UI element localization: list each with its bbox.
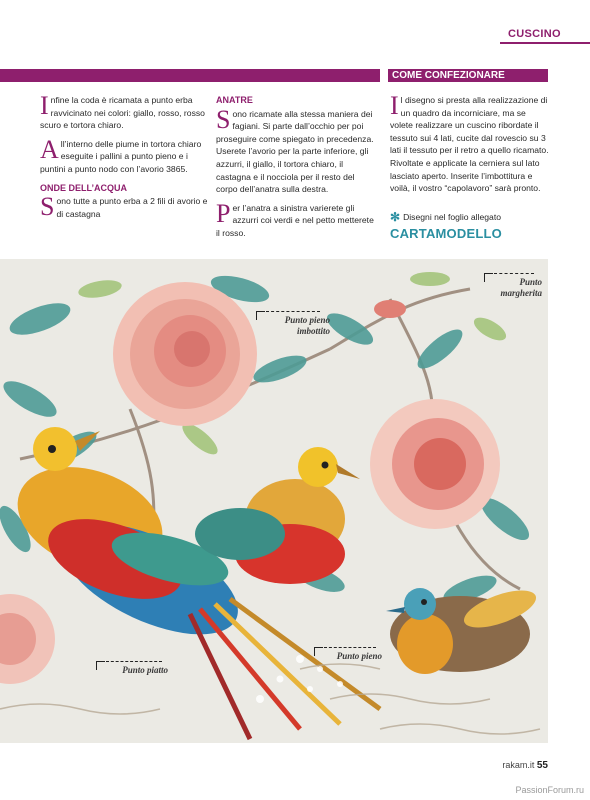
paragraph-text: l disegno si presta alla realizzazione di un quadro da incorniciare, ma se volete realizzare un cuscino ribordate il tessuto sui 4 lati, cucite dal rovescio su 3 lati il tessuto per il retro a quello ricamato. Rivoltate e applicate la cerniera sul lato lasciato aperto. Inserite l’imbottitura e voilà, il vostro “capolavoro” sarà pronto. [390, 95, 549, 194]
paragraph-text: er l’anatra a sinistra varierete gli azzurri coi verdi e nel petto metterete il rosso. [216, 202, 374, 238]
sidebar-title: COME CONFEZIONARE [392, 70, 505, 81]
watermark: PassionForum.ru [515, 785, 584, 795]
text-column-1 [40, 91, 208, 226]
paragraph [40, 192, 208, 222]
pattern-note-text: Disegni nel foglio allegato [403, 212, 502, 222]
page-footer [502, 760, 548, 771]
section-tag: CUSCINO [508, 28, 561, 40]
subheading: ONDE DELL’ACQUA [40, 182, 128, 193]
stitch-label-text: Punto margherita [500, 277, 542, 298]
stitch-label-text: Punto piatto [122, 665, 168, 675]
subheading: ANATRE [216, 95, 253, 105]
drop-cap: S [40, 192, 55, 222]
paragraph [216, 104, 378, 196]
paragraph-text: nfine la coda è ricamata a punto erba ravvicinato nei colori: giallo, rosso, rosso scuro e tortora chiaro. [40, 95, 205, 131]
stitch-label-punto-piatto [98, 665, 168, 676]
paragraph-text: ono ricamate alla stessa maniera dei fagiani. Si parte dall’occhio per poi proseguire come spiegato in precedenza. Userete l’avorio per la parte inferiore, gli azzurri, il giallo, il tortora chiaro, il castagna e il nocciola per il resto del corpo dell’anatra sulla destra. [216, 108, 374, 195]
paragraph-text: ono tutte a punto erba a 2 fili di avorio e di castagna [56, 196, 208, 219]
text-column-2 [216, 94, 378, 246]
paragraph-text: ll’interno delle piume in tortora chiaro eseguite i pallini a punto pieno e i puntini a punto nodo con l’avorio 3865. [40, 138, 202, 174]
drop-cap: I [390, 91, 399, 120]
asterisk-flower-icon: ✻ [390, 210, 401, 224]
pattern-title: CARTAMODELLO [390, 226, 502, 241]
text-column-3 [390, 91, 550, 201]
paragraph [40, 134, 208, 176]
stitch-label-punto-pieno [318, 651, 382, 662]
stitch-label-punto-margherita [486, 277, 542, 299]
top-color-bar [0, 69, 380, 82]
stitch-label-text: Punto pieno imbottito [284, 315, 330, 336]
drop-cap: I [40, 91, 49, 120]
paragraph [216, 198, 378, 240]
pattern-note-line [390, 210, 550, 224]
drop-cap: S [216, 104, 231, 134]
embroidery-photo [0, 259, 548, 743]
footer-site: rakam.it [502, 760, 535, 770]
page-number: 55 [536, 760, 548, 771]
pattern-note [390, 210, 550, 241]
stitch-label-punto-pieno-imbottito [262, 315, 330, 337]
paragraph [390, 91, 550, 195]
sidebar-title-bar [388, 69, 548, 82]
section-tag-rule [500, 42, 590, 44]
drop-cap: P [216, 198, 231, 228]
stitch-label-text: Punto pieno [336, 651, 382, 661]
paragraph [40, 91, 208, 132]
drop-cap: A [40, 134, 59, 164]
